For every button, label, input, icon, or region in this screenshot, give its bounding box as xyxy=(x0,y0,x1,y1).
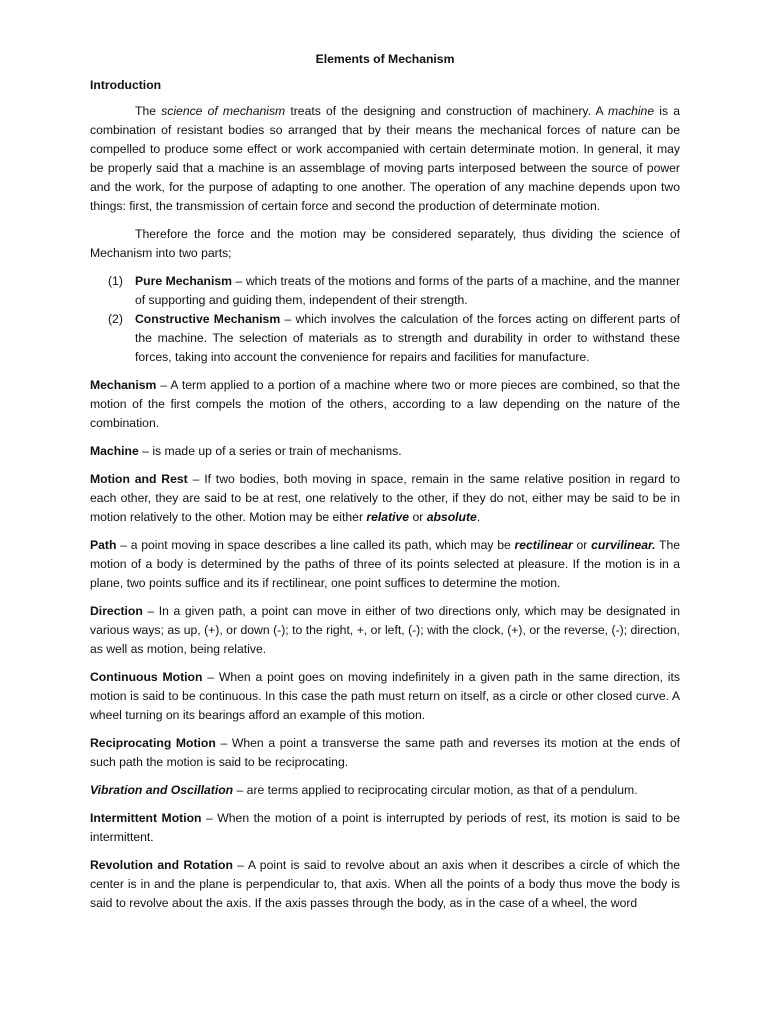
definition-text: – are terms applied to reciprocating circular motion, as that of a pendulum. xyxy=(233,783,638,797)
definition-direction xyxy=(90,602,680,659)
definition-text: – which treats of the motions and forms of the parts of a machine, and the manner of supporting and guiding them, independent of their strength. xyxy=(135,274,681,307)
definition-text: or xyxy=(409,510,427,524)
definition-text: – A point is said to revolve about an axis when it describes a circle of which the center is in and the plane is perpendicular to, that axis. When all the points of a body thus move the body is said to revolve about the axis. If the axis passes through the body, as in the case of a wheel, the word xyxy=(90,858,681,910)
definition-revolution-and-rotation xyxy=(90,856,680,913)
term: Direction xyxy=(90,604,143,618)
emphasis-rectilinear: rectilinear xyxy=(514,538,573,552)
term-pure-mechanism: Pure Mechanism xyxy=(135,274,232,288)
intro-paragraph-2: Therefore the force and the motion may be considered separately, thus dividing the science of Mechanism into two parts; xyxy=(90,227,680,260)
definition-text: The motion of a body is determined by the paths of three of its points selected at pleasure. If the motion is in a plane, two points suffice and its if rectilinear, one point suffices to determine the motion. xyxy=(90,538,680,590)
definition-text: – which involves the calculation of the forces acting on different parts of the machine. The selection of materials as to strength and durability in order to withstand these forces, taking into account the convenience for repairs and facilities for manufacture. xyxy=(135,312,680,364)
document-page xyxy=(90,50,680,922)
list-number: (1) xyxy=(108,274,123,288)
term: Path xyxy=(90,538,117,552)
definition-text: . xyxy=(476,510,481,524)
term: Motion and Rest xyxy=(90,472,188,486)
term: Revolution and Rotation xyxy=(90,858,233,872)
mechanism-parts-list xyxy=(90,272,680,367)
definition-intermittent-motion xyxy=(90,809,680,847)
emphasis-absolute: absolute xyxy=(426,510,477,524)
definition-text: or xyxy=(572,538,592,552)
term: Intermittent Motion xyxy=(90,811,202,825)
text-run: is a combination of resistant bodies so arranged that by their means the mechanical forces of nature can be compelled to produce some effect or work accompanied with certain determinate motion. In general, it may be properly said that a machine is an assemblage of moving parts interposed between the source of power and the work, for the purpose of adapting to one another. The operation of any machine depends upon two things: first, the transmission of certain force and second the production of determinate motion. xyxy=(90,104,680,213)
list-number: (2) xyxy=(108,312,123,326)
definition-mechanism xyxy=(90,376,680,433)
document-title: Elements of Mechanism xyxy=(315,52,455,66)
definition-text: – is made up of a series or train of mechanisms. xyxy=(138,444,402,458)
list-item-constructive-mechanism xyxy=(90,310,680,367)
definition-path xyxy=(90,536,680,593)
emphasis-relative: relative xyxy=(366,510,410,524)
emphasis-machine: machine xyxy=(608,104,655,118)
definition-machine xyxy=(90,442,680,461)
definition-text: – When the motion of a point is interrupted by periods of rest, its motion is said to be intermittent. xyxy=(90,811,680,844)
definition-reciprocating-motion xyxy=(90,734,680,772)
emphasis-science-of-mechanism: science of mechanism xyxy=(161,104,286,118)
definition-text: – A term applied to a portion of a machine where two or more pieces are combined, so that the motion of the first compels the motion of the others, according to a law depending on the nature of the combination. xyxy=(90,378,680,430)
definition-text: – a point moving in space describes a line called its path, which may be xyxy=(116,538,515,552)
definition-motion-and-rest xyxy=(90,470,680,527)
definition-text: – When a point a transverse the same path and reverses its motion at the ends of such path the motion is said to be reciprocating. xyxy=(90,736,680,769)
text-run: The xyxy=(135,104,162,118)
definition-text: – When a point goes on moving indefinitely in a given path in the same direction, its motion is said to be continuous. In this case the path must return on itself, as a circle or other closed curve. A wheel turning on its bearings afford an example of this motion. xyxy=(90,670,680,722)
definition-vibration-and-oscillation xyxy=(90,781,680,800)
emphasis-curvilinear: curvilinear. xyxy=(591,538,656,552)
definition-text: – In a given path, a point can move in either of two directions only, which may be designated in various ways; as up, (+), or down (-); to the right, +, or left, (-); with the clock, (+), or the reverse, (-); direction, as well as motion, being relative. xyxy=(90,604,680,656)
text-run: treats of the designing and construction of machinery. A xyxy=(285,104,609,118)
term-constructive-mechanism: Constructive Mechanism xyxy=(135,312,281,326)
term: Reciprocating Motion xyxy=(90,736,216,750)
intro-paragraph-1 xyxy=(90,102,680,216)
definition-continuous-motion xyxy=(90,668,680,725)
term: Machine xyxy=(90,444,139,458)
term: Mechanism xyxy=(90,378,157,392)
term: Continuous Motion xyxy=(90,670,203,684)
list-item-pure-mechanism xyxy=(90,272,680,310)
introduction-heading: Introduction xyxy=(90,78,162,92)
term: Vibration and Oscillation xyxy=(90,783,234,797)
definition-text: – If two bodies, both moving in space, remain in the same relative position in regard to each other, they are said to be at rest, one relatively to the other, if they do not, either may be said to be in motion relatively to the other. Motion may be either xyxy=(90,472,680,524)
